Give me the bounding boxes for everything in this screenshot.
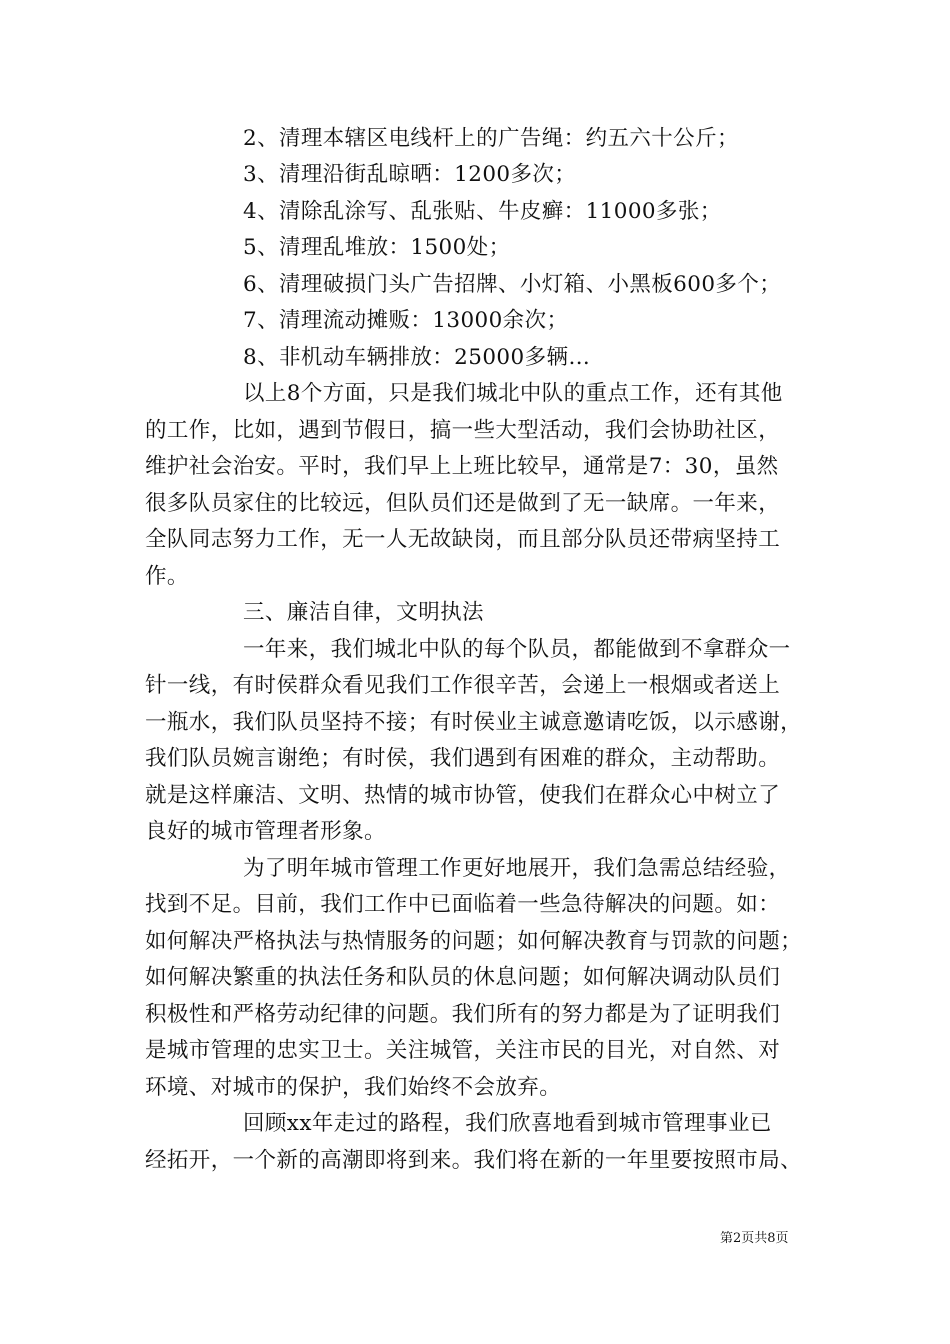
paragraph-line: 一瓶水，我们队员坚持不接；有时侯业主诚意邀请吃饭，以示感谢，	[145, 710, 803, 735]
paragraph-line: 经拓开，一个新的高潮即将到来。我们将在新的一年里要按照市局、	[145, 1148, 803, 1173]
paragraph-line: 作。	[145, 564, 189, 589]
paragraph-line: 找到不足。目前，我们工作中已面临着一些急待解决的问题。如：	[145, 892, 781, 917]
paragraph-line: 积极性和严格劳动纪律的问题。我们所有的努力都是为了证明我们	[145, 1002, 781, 1027]
paragraph-line: 为了明年城市管理工作更好地展开，我们急需总结经验，	[243, 856, 791, 881]
paragraph-line: 是城市管理的忠实卫士。关注城管，关注市民的目光，对自然、对	[145, 1038, 781, 1063]
paragraph-line: 良好的城市管理者形象。	[145, 819, 386, 844]
paragraph-line: 的工作，比如，遇到节假日，搞一些大型活动，我们会协助社区，	[145, 418, 781, 443]
list-item-5: 5、清理乱堆放：1500处；	[243, 235, 511, 260]
list-item-7: 7、清理流动摊贩：13000余次；	[243, 308, 569, 333]
paragraph-line: 环境、对城市的保护，我们始终不会放弃。	[145, 1075, 562, 1100]
paragraph-line: 针一线，有时侯群众看见我们工作很辛苦，会递上一根烟或者送上	[145, 673, 781, 698]
paragraph-line: 很多队员家住的比较远，但队员们还是做到了无一缺席。一年来，	[145, 491, 781, 516]
list-item-6: 6、清理破损门头广告招牌、小灯箱、小黑板600多个；	[243, 272, 782, 297]
paragraph-line: 全队同志努力工作，无一人无故缺岗，而且部分队员还带病坚持工	[145, 527, 781, 552]
paragraph-line: 一年来，我们城北中队的每个队员，都能做到不拿群众一	[243, 637, 791, 662]
paragraph-line: 以上8个方面，只是我们城北中队的重点工作，还有其他	[243, 381, 783, 406]
paragraph-line: 我们队员婉言谢绝；有时侯，我们遇到有困难的群众，主动帮助。	[145, 746, 781, 771]
list-item-3: 3、清理沿街乱晾晒：1200多次；	[243, 162, 577, 187]
paragraph-line: 如何解决严格执法与热情服务的问题；如何解决教育与罚款的问题；	[145, 929, 803, 954]
paragraph-line: 维护社会治安。平时，我们早上上班比较早，通常是7：30，虽然	[145, 454, 779, 479]
page-number-footer: 第2页共8页	[720, 1231, 789, 1246]
list-item-8: 8、非机动车辆排放：25000多辆…	[243, 345, 591, 370]
paragraph-line: 就是这样廉洁、文明、热情的城市协管，使我们在群众心中树立了	[145, 783, 781, 808]
section-heading: 三、廉洁自律，文明执法	[243, 600, 484, 625]
list-item-2: 2、清理本辖区电线杆上的广告绳：约五六十公斤；	[243, 126, 739, 151]
paragraph-line: 如何解决繁重的执法任务和队员的休息问题；如何解决调动队员们	[145, 965, 781, 990]
list-item-4: 4、清除乱涂写、乱张贴、牛皮癣：11000多张；	[243, 199, 722, 224]
paragraph-line: 回顾xx年走过的路程，我们欣喜地看到城市管理事业已	[243, 1111, 772, 1136]
